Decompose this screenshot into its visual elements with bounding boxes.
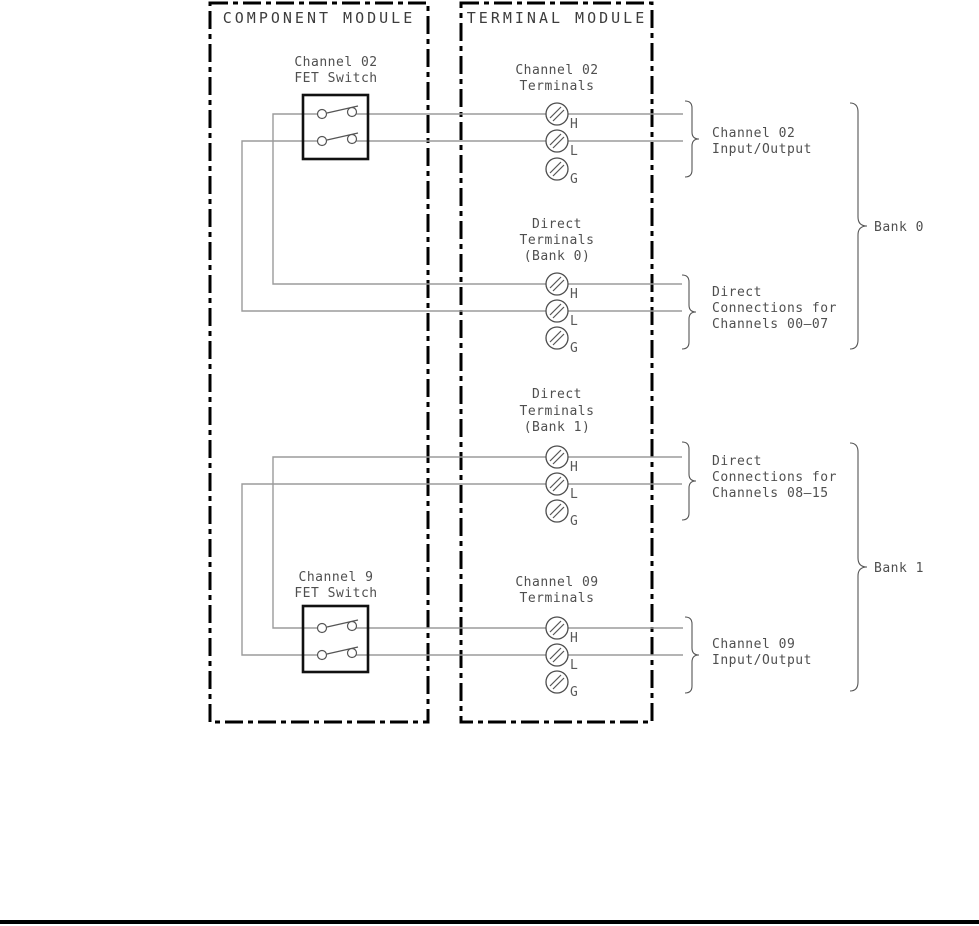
direct-08-15-line2: Connections for	[712, 470, 837, 485]
switch-contact	[348, 622, 357, 631]
terminal-g	[546, 671, 578, 700]
terminals-ch09	[515, 575, 598, 700]
annotation-ch09-io	[685, 617, 812, 693]
switch-contact	[318, 110, 327, 119]
direct1-label-line3: (Bank 1)	[523, 420, 591, 435]
terminal-letter-h: H	[570, 460, 578, 475]
ch09-io-line1: Channel 09	[712, 637, 796, 652]
terminal-l	[546, 130, 578, 159]
terminal-g	[546, 500, 578, 529]
fet-switch-ch02-label-line1: Channel 02	[294, 55, 378, 70]
direct0-label-line2: Terminals	[519, 233, 595, 248]
fet-switch-ch02-box	[303, 95, 368, 159]
fet-switch-ch9-box	[303, 606, 368, 672]
ch02-io-line1: Channel 02	[712, 126, 796, 141]
terminal-letter-l: L	[570, 144, 578, 159]
annotation-ch02-io	[685, 101, 812, 177]
direct1-label-line1: Direct	[532, 387, 582, 402]
terminal-g	[546, 158, 578, 187]
direct1-label-line2: Terminals	[519, 404, 595, 419]
direct0-label-line1: Direct	[532, 217, 582, 232]
terminals-ch02	[515, 63, 598, 187]
terminal-letter-g: G	[570, 685, 578, 700]
terminal-letter-l: L	[570, 314, 578, 329]
fet-switch-ch02	[294, 55, 377, 159]
terminal-h	[546, 446, 578, 475]
terminals-direct-bank0	[520, 217, 595, 356]
fet-switch-ch9	[294, 570, 377, 672]
brace-bank1	[850, 443, 867, 691]
terminal-h	[546, 103, 578, 132]
terminals-direct-bank1	[520, 387, 595, 529]
annotation-bank0	[850, 103, 924, 349]
terminal-l	[546, 300, 578, 329]
terminal-l	[546, 473, 578, 502]
terminals-ch09-label-line2: Terminals	[519, 591, 595, 606]
annotation-direct-08-15	[682, 442, 837, 520]
bank0-label: Bank 0	[874, 220, 924, 235]
direct-08-15-line1: Direct	[712, 454, 762, 469]
annotation-bank1	[850, 443, 924, 691]
brace-ch09-io	[685, 617, 699, 693]
direct0-label-line3: (Bank 0)	[523, 249, 591, 264]
page-bottom-rule	[0, 920, 979, 924]
terminal-letter-g: G	[570, 341, 578, 356]
ch02-io-line2: Input/Output	[712, 142, 812, 157]
terminal-module-title: TERMINAL MODULE	[466, 9, 648, 27]
terminal-g	[546, 327, 578, 356]
fet-switch-ch9-label-line1: Channel 9	[298, 570, 374, 585]
switch-contact	[348, 108, 357, 117]
terminal-h	[546, 617, 578, 646]
terminal-letter-g: G	[570, 172, 578, 187]
brace-ch02-io	[685, 101, 699, 177]
direct-08-15-line3: Channels 08–15	[712, 486, 829, 501]
fet-switch-ch02-label-line2: FET Switch	[294, 71, 378, 86]
switch-contact	[348, 649, 357, 658]
bank1-label: Bank 1	[874, 561, 924, 576]
component-module-title: COMPONENT MODULE	[222, 9, 416, 27]
fet-switch-ch9-label-line2: FET Switch	[294, 586, 378, 601]
terminals-ch09-label-line1: Channel 09	[515, 575, 599, 590]
brace-bank0	[850, 103, 867, 349]
switch-contact	[318, 137, 327, 146]
direct-00-07-line2: Connections for	[712, 301, 837, 316]
terminal-letter-h: H	[570, 117, 578, 132]
terminal-letter-l: L	[570, 658, 578, 673]
wire-ch09-h-left	[273, 457, 682, 628]
terminal-letter-g: G	[570, 514, 578, 529]
terminal-letter-h: H	[570, 287, 578, 302]
switch-contact	[318, 624, 327, 633]
switch-contact	[348, 135, 357, 144]
terminal-l	[546, 644, 578, 673]
wire-ch02-h-left	[273, 114, 682, 284]
annotation-direct-00-07	[682, 275, 837, 349]
terminals-ch02-label-line1: Channel 02	[515, 63, 599, 78]
ch09-io-line2: Input/Output	[712, 653, 812, 668]
brace-direct-08-15	[682, 442, 696, 520]
terminal-letter-h: H	[570, 631, 578, 646]
switch-contact	[318, 651, 327, 660]
direct-00-07-line3: Channels 00–07	[712, 317, 829, 332]
terminal-h	[546, 273, 578, 302]
brace-direct-00-07	[682, 275, 696, 349]
terminals-ch02-label-line2: Terminals	[519, 79, 595, 94]
terminal-letter-l: L	[570, 487, 578, 502]
direct-00-07-line1: Direct	[712, 285, 762, 300]
